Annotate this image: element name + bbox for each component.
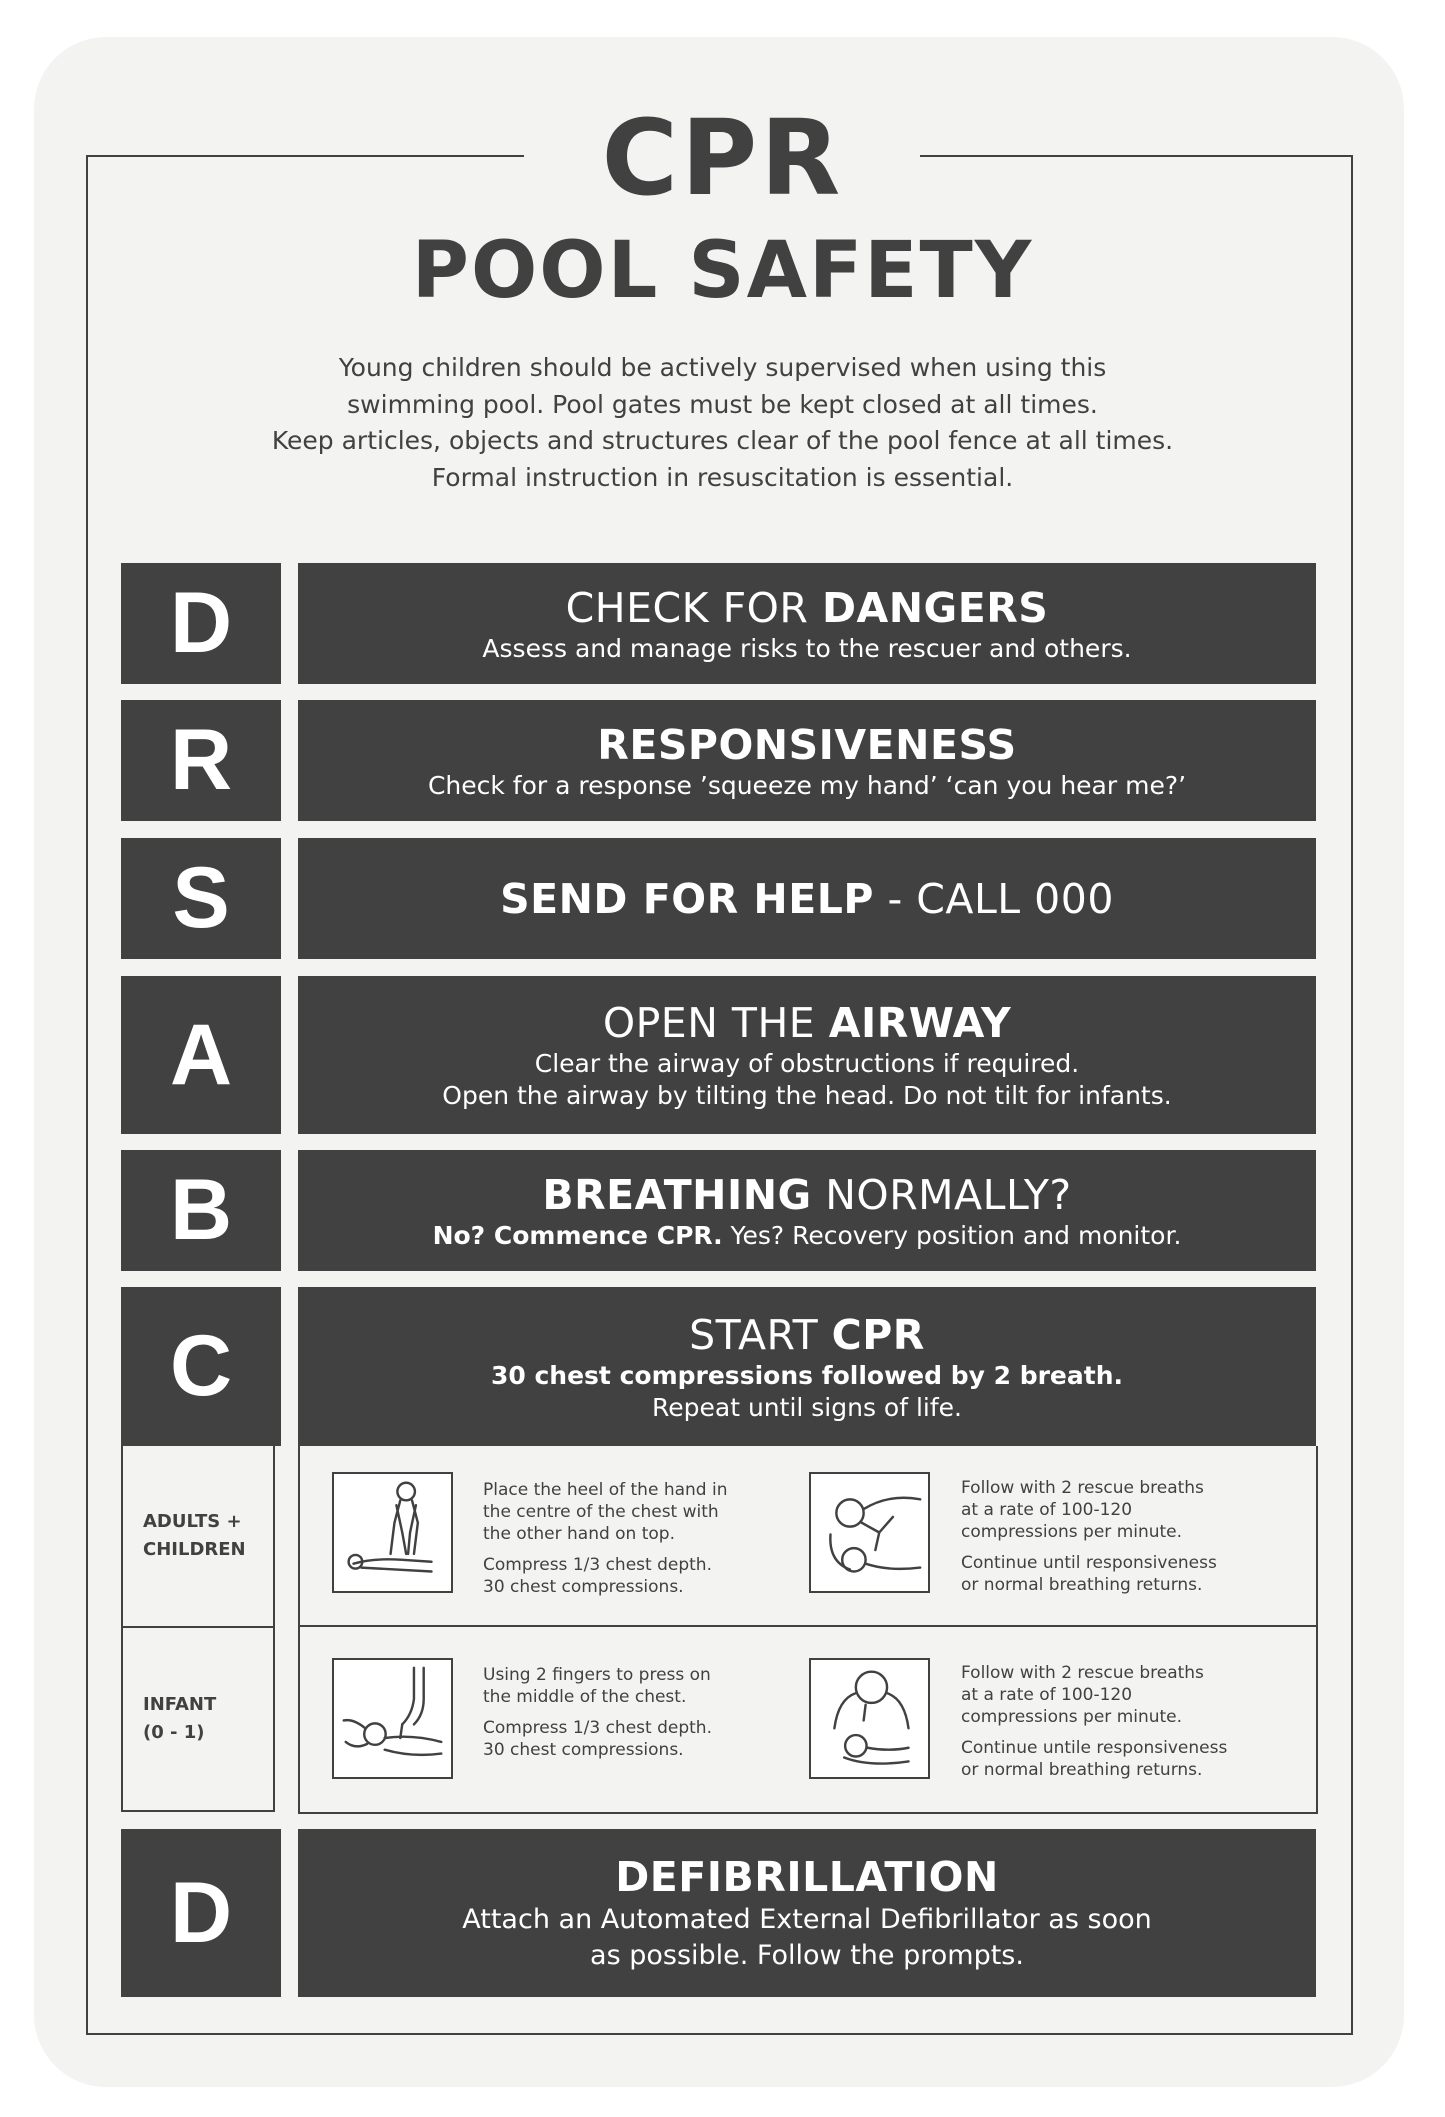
step-airway: [298, 976, 1316, 1134]
step-letter-d: D: [121, 563, 281, 684]
infant-breath-instructions: Follow with 2 rescue breaths at a rate of 100-120 compressions per minute. Continue untile responsiveness or normal breathing returns.: [961, 1663, 1228, 1780]
step-defibrillation: [298, 1829, 1316, 1997]
step-letter-d2: D: [121, 1829, 281, 1997]
adult-breath-instructions: Follow with 2 rescue breaths at a rate of 100-120 compressions per minute. Continue until responsiveness or normal breathing returns.: [961, 1478, 1217, 1595]
intro-line: Keep articles, objects and structures clear of the pool fence at all times.: [271, 426, 1174, 455]
step-description: 30 chest compressions followed by 2 breath.: [490, 1360, 1124, 1390]
step-heading: BREATHING NORMALLY?: [542, 1170, 1072, 1219]
step-letter-s: S: [121, 838, 281, 959]
step-description: Attach an Automated External Defibrillator as soon: [462, 1904, 1152, 1935]
step-heading: RESPONSIVENESS: [597, 720, 1017, 769]
step-breathing: [298, 1150, 1316, 1271]
step-letter-a: A: [121, 976, 281, 1134]
step-description: No? Commence CPR. Yes? Recovery position and monitor.: [432, 1220, 1182, 1250]
step-send-for-help: [298, 838, 1316, 959]
step-description: Repeat until signs of life.: [652, 1392, 962, 1422]
frame-line: [1351, 155, 1353, 2035]
method-divider: [300, 1625, 1316, 1627]
step-description: as possible. Follow the prompts.: [590, 1940, 1024, 1971]
adults-children-label: [121, 1444, 275, 1628]
step-start-cpr: [298, 1287, 1316, 1446]
adult-chest-compression-icon: [332, 1472, 453, 1593]
step-heading: OPEN THE AIRWAY: [602, 999, 1012, 1047]
step-description: Check for a response ’squeeze my hand’ ‘can you hear me?’: [427, 770, 1187, 800]
step-description: Assess and manage risks to the rescuer and others.: [482, 633, 1132, 663]
step-heading: CHECK FOR DANGERS: [565, 583, 1049, 632]
frame-line: [86, 155, 88, 2035]
frame-line: [86, 2033, 1353, 2035]
page-subtitle: POOL SAFETY: [411, 226, 1034, 316]
step-letter-r: R: [121, 700, 281, 821]
label-line: ADULTS +: [143, 1511, 242, 1532]
adult-compression-instructions: Place the heel of the hand in the centre of the chest with the other hand on top. Compress 1/3 chest depth. 30 chest compressions.: [483, 1480, 728, 1597]
step-heading: DEFIBRILLATION: [615, 1853, 999, 1901]
infant-compression-instructions: Using 2 fingers to press on the middle of the chest. Compress 1/3 chest depth. 30 chest compressions.: [483, 1665, 712, 1760]
infant-rescue-breath-icon: [809, 1658, 930, 1779]
intro-line: Young children should be actively supervised when using this: [338, 353, 1107, 382]
cpr-method-panel: [298, 1446, 1318, 1814]
intro-line: swimming pool. Pool gates must be kept closed at all times.: [347, 389, 1098, 419]
intro-text: [200, 350, 1245, 496]
step-letter-c: C: [121, 1287, 281, 1446]
page-title: CPR: [601, 97, 844, 219]
step-responsiveness: [298, 700, 1316, 821]
step-description: Clear the airway of obstructions if required.: [534, 1049, 1080, 1078]
adult-rescue-breath-icon: [809, 1472, 930, 1593]
step-description: Open the airway by tilting the head. Do not tilt for infants.: [442, 1081, 1172, 1110]
label-line: (0 - 1): [143, 1722, 205, 1743]
label-line: INFANT: [143, 1694, 217, 1715]
infant-two-finger-compression-icon: [332, 1658, 453, 1779]
intro-line: Formal instruction in resuscitation is essential.: [431, 462, 1014, 492]
step-dangers: [298, 563, 1316, 684]
step-heading: SEND FOR HELP - CALL 000: [500, 874, 1114, 923]
label-line: CHILDREN: [143, 1539, 246, 1560]
step-heading: START CPR: [689, 1310, 925, 1359]
step-letter-b: B: [121, 1150, 281, 1271]
infant-label: [121, 1626, 275, 1812]
